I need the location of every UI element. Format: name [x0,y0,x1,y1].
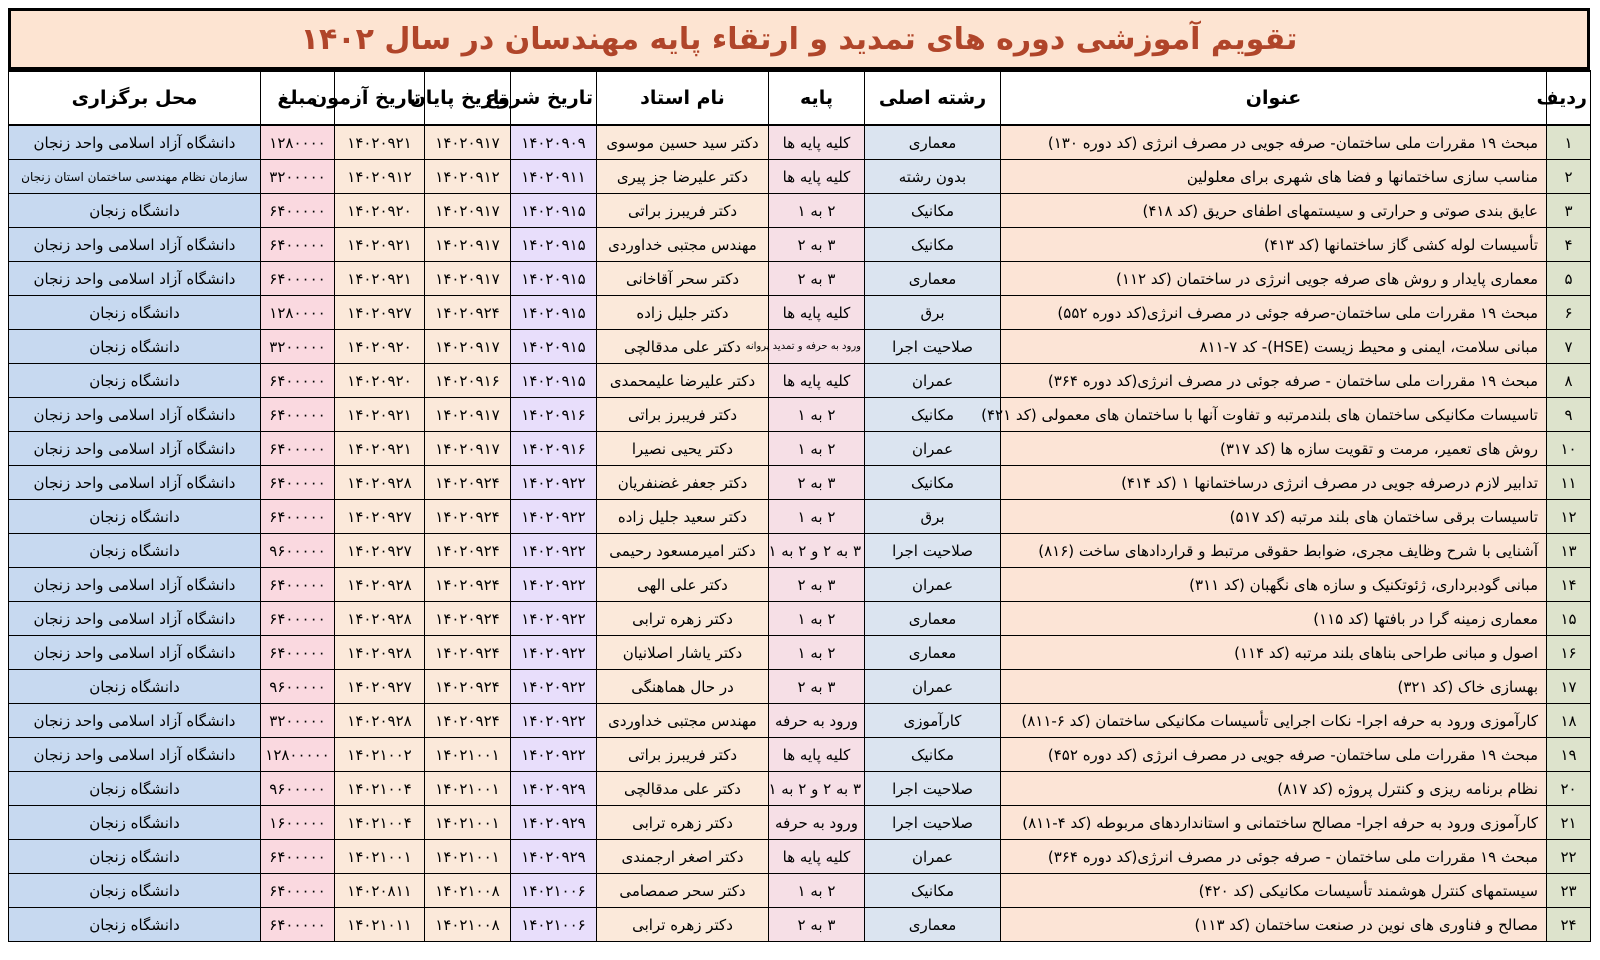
table-row [9,840,1591,874]
cell-title: معماری پایدار و روش های صرفه جویی انرژی در ساختمان (کد ۱۱۲) [1001,262,1547,296]
cell-venue: دانشگاه زنجان [9,772,261,806]
cell-exam-date: ۱۴۰۲۱۰۰۴ [335,772,425,806]
cell-start-date: ۱۴۰۲۰۹۲۹ [511,840,597,874]
cell-start-date: ۱۴۰۲۰۹۲۲ [511,670,597,704]
cell-title: تدابیر لازم درصرفه جویی در مصرف انرژی درساختمانها ۱ (کد ۴۱۴) [1001,466,1547,500]
cell-price: ۶۴۰۰۰۰۰ [261,432,335,466]
header-instructor: نام استاد [597,71,769,125]
cell-exam-date: ۱۴۰۲۱۰۰۱ [335,840,425,874]
cell-exam-date: ۱۴۰۲۰۹۲۰ [335,364,425,398]
cell-instructor: دکتر علیرضا علیمحمدی [597,364,769,398]
cell-venue: دانشگاه زنجان [9,364,261,398]
cell-row-number: ۱۸ [1547,704,1591,738]
table-row [9,874,1591,908]
cell-price: ۳۲۰۰۰۰۰ [261,160,335,194]
table-row [9,636,1591,670]
cell-row-number: ۲۱ [1547,806,1591,840]
cell-field: صلاحیت اجرا [865,772,1001,806]
cell-instructor: دکتر علی الهی [597,568,769,602]
cell-title: بهسازی خاک (کد ۳۲۱) [1001,670,1547,704]
cell-field: عمران [865,432,1001,466]
cell-end-date: ۱۴۰۲۰۹۲۴ [425,568,511,602]
table-row [9,500,1591,534]
cell-venue: سازمان نظام مهندسی ساختمان استان زنجان [9,160,261,194]
cell-end-date: ۱۴۰۲۰۹۱۶ [425,364,511,398]
cell-end-date: ۱۴۰۲۰۹۲۴ [425,296,511,330]
cell-row-number: ۱۲ [1547,500,1591,534]
cell-price: ۶۴۰۰۰۰۰ [261,262,335,296]
cell-instructor: دکتر فریبرز براتی [597,398,769,432]
cell-title: تأسیسات لوله کشی گاز ساختمانها (کد ۴۱۳) [1001,228,1547,262]
cell-price: ۶۴۰۰۰۰۰ [261,908,335,942]
table-row [9,262,1591,296]
cell-start-date: ۱۴۰۲۰۹۱۵ [511,296,597,330]
cell-exam-date: ۱۴۰۲۰۸۱۱ [335,874,425,908]
cell-start-date: ۱۴۰۲۰۹۱۶ [511,398,597,432]
cell-end-date: ۱۴۰۲۰۹۱۷ [425,262,511,296]
cell-level: کلیه پایه ها [769,125,865,160]
cell-field: عمران [865,364,1001,398]
table-row [9,670,1591,704]
cell-venue: دانشگاه آزاد اسلامی واحد زنجان [9,125,261,160]
cell-level: ورود به حرفه و تمدید پروانه [769,330,865,364]
cell-start-date: ۱۴۰۲۰۹۱۶ [511,432,597,466]
cell-end-date: ۱۴۰۲۰۹۲۴ [425,670,511,704]
cell-row-number: ۸ [1547,364,1591,398]
cell-title: نظام برنامه ریزی و کنترل پروژه (کد ۸۱۷) [1001,772,1547,806]
cell-instructor: دکتر اصغر ارجمندی [597,840,769,874]
cell-exam-date: ۱۴۰۲۰۹۲۸ [335,636,425,670]
cell-level: ۳ به ۲ و ۲ به ۱ [769,772,865,806]
cell-title: مبانی سلامت، ایمنی و محیط زیست (HSE)- کد ۷-۸۱۱ [1001,330,1547,364]
cell-exam-date: ۱۴۰۲۰۹۲۷ [335,670,425,704]
cell-exam-date: ۱۴۰۲۰۹۲۷ [335,500,425,534]
cell-field: صلاحیت اجرا [865,534,1001,568]
header-title: عنوان [1001,71,1547,125]
cell-exam-date: ۱۴۰۲۰۹۲۱ [335,398,425,432]
cell-title: مناسب سازی ساختمانها و فضا های شهری برای معلولین [1001,160,1547,194]
cell-instructor: دکتر جعفر غضنفریان [597,466,769,500]
cell-level: ۳ به ۲ [769,262,865,296]
cell-field: عمران [865,670,1001,704]
cell-row-number: ۷ [1547,330,1591,364]
cell-title: مبانی گودبرداری، ژئوتکنیک و سازه های نگهبان (کد ۳۱۱) [1001,568,1547,602]
cell-title: معماری زمینه گرا در بافتها (کد ۱۱۵) [1001,602,1547,636]
cell-exam-date: ۱۴۰۲۱۰۰۴ [335,806,425,840]
cell-title: سیستمهای کنترل هوشمند تأسیسات مکانیکی (کد ۴۲۰) [1001,874,1547,908]
cell-level: ۲ به ۱ [769,194,865,228]
cell-level: کلیه پایه ها [769,364,865,398]
cell-level: کلیه پایه ها [769,840,865,874]
table-row [9,466,1591,500]
cell-level: ورود به حرفه [769,704,865,738]
cell-price: ۶۴۰۰۰۰۰ [261,874,335,908]
cell-end-date: ۱۴۰۲۰۹۱۲ [425,160,511,194]
table-row [9,806,1591,840]
cell-row-number: ۳ [1547,194,1591,228]
cell-start-date: ۱۴۰۲۰۹۲۲ [511,704,597,738]
table-row [9,330,1591,364]
cell-row-number: ۱۶ [1547,636,1591,670]
cell-price: ۶۴۰۰۰۰۰ [261,466,335,500]
cell-title: اصول و مبانی طراحی بناهای بلند مرتبه (کد ۱۱۴) [1001,636,1547,670]
cell-field: مکانیک [865,228,1001,262]
document [8,8,1590,952]
cell-row-number: ۶ [1547,296,1591,330]
cell-instructor: دکتر زهره ترابی [597,806,769,840]
cell-exam-date: ۱۴۰۲۰۹۲۰ [335,194,425,228]
cell-row-number: ۱ [1547,125,1591,160]
cell-price: ۹۶۰۰۰۰۰ [261,772,335,806]
cell-title: تاسیسات مکانیکی ساختمان های بلندمرتبه و تفاوت آنها با ساختمان های معمولی (کد ۴۲۱) [1001,398,1547,432]
cell-level: ۳ به ۲ [769,466,865,500]
cell-instructor: دکتر یحیی نصیرا [597,432,769,466]
cell-venue: دانشگاه آزاد اسلامی واحد زنجان [9,432,261,466]
table-row [9,432,1591,466]
cell-end-date: ۱۴۰۲۰۹۲۴ [425,704,511,738]
cell-level: ورود به حرفه [769,806,865,840]
cell-field: برق [865,296,1001,330]
cell-start-date: ۱۴۰۲۰۹۲۲ [511,500,597,534]
cell-row-number: ۱۱ [1547,466,1591,500]
cell-field: مکانیک [865,398,1001,432]
cell-start-date: ۱۴۰۲۰۹۱۵ [511,364,597,398]
cell-venue: دانشگاه زنجان [9,908,261,942]
cell-end-date: ۱۴۰۲۰۹۱۷ [425,194,511,228]
cell-row-number: ۱۰ [1547,432,1591,466]
cell-level: ۲ به ۱ [769,500,865,534]
cell-start-date: ۱۴۰۲۰۹۰۹ [511,125,597,160]
cell-price: ۶۴۰۰۰۰۰ [261,364,335,398]
table-row [9,704,1591,738]
cell-price: ۶۴۰۰۰۰۰ [261,398,335,432]
cell-start-date: ۱۴۰۲۰۹۲۲ [511,534,597,568]
cell-exam-date: ۱۴۰۲۱۰۱۱ [335,908,425,942]
cell-field: برق [865,500,1001,534]
cell-venue: دانشگاه آزاد اسلامی واحد زنجان [9,228,261,262]
cell-start-date: ۱۴۰۲۰۹۲۲ [511,602,597,636]
cell-end-date: ۱۴۰۲۱۰۰۱ [425,772,511,806]
table-row [9,568,1591,602]
table-row [9,602,1591,636]
table-body [9,125,1591,942]
cell-level: ۲ به ۱ [769,636,865,670]
cell-end-date: ۱۴۰۲۰۹۱۷ [425,330,511,364]
cell-instructor: دکتر علی مدقالچی [597,330,769,364]
cell-title: روش های تعمیر، مرمت و تقویت سازه ها (کد ۳۱۷) [1001,432,1547,466]
cell-end-date: ۱۴۰۲۱۰۰۱ [425,840,511,874]
cell-end-date: ۱۴۰۲۰۹۲۴ [425,500,511,534]
cell-instructor: دکتر امیرمسعود رحیمی [597,534,769,568]
cell-venue: دانشگاه آزاد اسلامی واحد زنجان [9,738,261,772]
cell-instructor: مهندس مجتبی خداوردی [597,228,769,262]
header-field: رشته اصلی [865,71,1001,125]
cell-start-date: ۱۴۰۲۰۹۲۲ [511,738,597,772]
cell-end-date: ۱۴۰۲۰۹۱۷ [425,432,511,466]
cell-price: ۶۴۰۰۰۰۰ [261,568,335,602]
cell-exam-date: ۱۴۰۲۰۹۲۱ [335,228,425,262]
cell-row-number: ۱۹ [1547,738,1591,772]
cell-title: مصالح و فناوری های نوین در صنعت ساختمان (کد ۱۱۳) [1001,908,1547,942]
cell-instructor: مهندس مجتبی خداوردی [597,704,769,738]
cell-start-date: ۱۴۰۲۰۹۲۲ [511,636,597,670]
cell-exam-date: ۱۴۰۲۰۹۲۸ [335,704,425,738]
header-start-date: تاریخ شروع [511,71,597,125]
cell-instructor: دکتر سحر صمصامی [597,874,769,908]
cell-venue: دانشگاه زنجان [9,806,261,840]
cell-start-date: ۱۴۰۲۰۹۱۵ [511,194,597,228]
cell-venue: دانشگاه آزاد اسلامی واحد زنجان [9,262,261,296]
cell-title: عایق بندی صوتی و حرارتی و سیستمهای اطفای حریق (کد ۴۱۸) [1001,194,1547,228]
table-row [9,908,1591,942]
header-row [9,71,1591,125]
header-level: پایه [769,71,865,125]
table-row [9,398,1591,432]
cell-instructor: دکتر علی مدقالچی [597,772,769,806]
cell-start-date: ۱۴۰۲۰۹۱۵ [511,330,597,364]
cell-venue: دانشگاه زنجان [9,500,261,534]
cell-exam-date: ۱۴۰۲۱۰۰۲ [335,738,425,772]
cell-field: معماری [865,262,1001,296]
cell-venue: دانشگاه آزاد اسلامی واحد زنجان [9,398,261,432]
cell-instructor: دکتر سعید جلیل زاده [597,500,769,534]
table-row [9,228,1591,262]
cell-start-date: ۱۴۰۲۰۹۲۹ [511,806,597,840]
cell-end-date: ۱۴۰۲۱۰۰۸ [425,874,511,908]
cell-exam-date: ۱۴۰۲۰۹۲۱ [335,432,425,466]
cell-instructor: دکتر زهره ترابی [597,908,769,942]
cell-instructor: دکتر علیرضا جز پیری [597,160,769,194]
cell-level: ۳ به ۲ و ۲ به ۱ [769,534,865,568]
cell-price: ۱۲۸۰۰۰۰ [261,125,335,160]
cell-start-date: ۱۴۰۲۰۹۲۲ [511,568,597,602]
cell-price: ۱۲۸۰۰۰۰۰ [261,738,335,772]
cell-price: ۱۶۰۰۰۰۰ [261,806,335,840]
cell-price: ۶۴۰۰۰۰۰ [261,194,335,228]
cell-field: مکانیک [865,874,1001,908]
cell-price: ۶۴۰۰۰۰۰ [261,602,335,636]
cell-exam-date: ۱۴۰۲۰۹۲۷ [335,534,425,568]
cell-end-date: ۱۴۰۲۰۹۱۷ [425,228,511,262]
cell-field: معماری [865,908,1001,942]
cell-row-number: ۱۳ [1547,534,1591,568]
cell-start-date: ۱۴۰۲۰۹۱۵ [511,262,597,296]
cell-instructor: دکتر جلیل زاده [597,296,769,330]
cell-field: صلاحیت اجرا [865,806,1001,840]
cell-price: ۶۴۰۰۰۰۰ [261,636,335,670]
header-price: مبلغ [261,71,335,125]
table-row [9,364,1591,398]
cell-venue: دانشگاه زنجان [9,194,261,228]
cell-start-date: ۱۴۰۲۱۰۰۶ [511,908,597,942]
cell-venue: دانشگاه آزاد اسلامی واحد زنجان [9,568,261,602]
cell-field: معماری [865,636,1001,670]
cell-price: ۳۲۰۰۰۰۰ [261,704,335,738]
cell-end-date: ۱۴۰۲۰۹۲۴ [425,636,511,670]
cell-title: مبحث ۱۹ مقررات ملی ساختمان- صرفه جویی در مصرف انرژی (کد دوره ۱۳۰) [1001,125,1547,160]
cell-field: معماری [865,125,1001,160]
cell-exam-date: ۱۴۰۲۰۹۱۲ [335,160,425,194]
cell-title: تاسیسات برقی ساختمان های بلند مرتبه (کد ۵۱۷) [1001,500,1547,534]
cell-price: ۱۲۸۰۰۰۰ [261,296,335,330]
cell-start-date: ۱۴۰۲۰۹۱۵ [511,228,597,262]
header-end-date: تاریخ پایان [425,71,511,125]
cell-level: ۲ به ۱ [769,432,865,466]
table-row [9,296,1591,330]
cell-end-date: ۱۴۰۲۰۹۲۴ [425,602,511,636]
cell-price: ۳۲۰۰۰۰۰ [261,330,335,364]
cell-instructor: دکتر زهره ترابی [597,602,769,636]
cell-start-date: ۱۴۰۲۰۹۲۹ [511,772,597,806]
cell-row-number: ۲۴ [1547,908,1591,942]
cell-start-date: ۱۴۰۲۱۰۰۶ [511,874,597,908]
cell-price: ۶۴۰۰۰۰۰ [261,500,335,534]
cell-end-date: ۱۴۰۲۰۹۲۴ [425,534,511,568]
cell-row-number: ۴ [1547,228,1591,262]
cell-row-number: ۵ [1547,262,1591,296]
cell-start-date: ۱۴۰۲۰۹۲۲ [511,466,597,500]
cell-instructor: دکتر فریبرز براتی [597,194,769,228]
cell-exam-date: ۱۴۰۲۰۹۲۱ [335,125,425,160]
header-row-number: ردیف [1547,71,1591,125]
cell-title: مبحث ۱۹ مقررات ملی ساختمان - صرفه جوئی در مصرف انرژی(کد دوره ۳۶۴) [1001,364,1547,398]
cell-level: ۳ به ۲ [769,908,865,942]
table-row [9,125,1591,160]
cell-end-date: ۱۴۰۲۱۰۰۱ [425,738,511,772]
cell-title: مبحث ۱۹ مقررات ملی ساختمان-صرفه جوئی در مصرف انرژی(کد دوره ۵۵۲) [1001,296,1547,330]
cell-exam-date: ۱۴۰۲۰۹۲۷ [335,296,425,330]
cell-row-number: ۱۷ [1547,670,1591,704]
cell-title: کارآموزی ورود به حرفه اجرا- مصالح ساختمانی و استانداردهای مربوطه (کد ۴-۸۱۱) [1001,806,1547,840]
cell-row-number: ۲۲ [1547,840,1591,874]
schedule-table [8,70,1591,942]
table-row [9,772,1591,806]
cell-field: عمران [865,568,1001,602]
cell-venue: دانشگاه زنجان [9,840,261,874]
cell-field: صلاحیت اجرا [865,330,1001,364]
cell-level: کلیه پایه ها [769,160,865,194]
cell-venue: دانشگاه آزاد اسلامی واحد زنجان [9,602,261,636]
header-exam-date: تاریخ آزمون [335,71,425,125]
cell-title: مبحث ۱۹ مقررات ملی ساختمان - صرفه جوئی در مصرف انرژی(کد دوره ۳۶۴) [1001,840,1547,874]
cell-title: مبحث ۱۹ مقررات ملی ساختمان- صرفه جویی در مصرف انرژی (کد دوره ۴۵۲) [1001,738,1547,772]
cell-level: ۳ به ۲ [769,568,865,602]
cell-title: کارآموزی ورود به حرفه اجرا- نکات اجرایی تأسیسات مکانیکی ساختمان (کد ۶-۸۱۱) [1001,704,1547,738]
cell-field: معماری [865,602,1001,636]
page-title: تقویم آموزشی دوره های تمدید و ارتقاء پایه مهندسان در سال ۱۴۰۲ [8,8,1590,70]
cell-end-date: ۱۴۰۲۰۹۱۷ [425,125,511,160]
cell-row-number: ۹ [1547,398,1591,432]
cell-level: کلیه پایه ها [769,296,865,330]
cell-price: ۶۴۰۰۰۰۰ [261,840,335,874]
cell-venue: دانشگاه آزاد اسلامی واحد زنجان [9,704,261,738]
cell-price: ۹۶۰۰۰۰۰ [261,534,335,568]
cell-venue: دانشگاه زنجان [9,296,261,330]
cell-exam-date: ۱۴۰۲۰۹۲۸ [335,568,425,602]
cell-level: کلیه پایه ها [769,738,865,772]
cell-field: بدون رشته [865,160,1001,194]
cell-title: آشنایی با شرح وظایف مجری، ضوابط حقوقی مرتبط و قراردادهای ساخت (۸۱۶) [1001,534,1547,568]
cell-field: مکانیک [865,466,1001,500]
cell-instructor: دکتر سحر آقاخانی [597,262,769,296]
cell-level: ۳ به ۲ [769,670,865,704]
cell-venue: دانشگاه زنجان [9,874,261,908]
cell-venue: دانشگاه زنجان [9,330,261,364]
header-venue: محل برگزاری [9,71,261,125]
cell-level: ۲ به ۱ [769,874,865,908]
cell-start-date: ۱۴۰۲۰۹۱۱ [511,160,597,194]
cell-row-number: ۲۰ [1547,772,1591,806]
cell-price: ۹۶۰۰۰۰۰ [261,670,335,704]
cell-venue: دانشگاه آزاد اسلامی واحد زنجان [9,636,261,670]
cell-venue: دانشگاه زنجان [9,670,261,704]
cell-price: ۶۴۰۰۰۰۰ [261,228,335,262]
cell-exam-date: ۱۴۰۲۰۹۲۱ [335,262,425,296]
cell-level: ۲ به ۱ [769,602,865,636]
cell-field: مکانیک [865,194,1001,228]
cell-instructor: دکتر فریبرز براتی [597,738,769,772]
cell-field: کارآموزی [865,704,1001,738]
cell-end-date: ۱۴۰۲۱۰۰۱ [425,806,511,840]
cell-instructor: در حال هماهنگی [597,670,769,704]
table-row [9,738,1591,772]
cell-end-date: ۱۴۰۲۰۹۲۴ [425,466,511,500]
cell-end-date: ۱۴۰۲۰۹۱۷ [425,398,511,432]
cell-field: عمران [865,840,1001,874]
cell-instructor: دکتر سید حسین موسوی [597,125,769,160]
cell-exam-date: ۱۴۰۲۰۹۲۸ [335,602,425,636]
cell-row-number: ۲۳ [1547,874,1591,908]
cell-level: ۳ به ۲ [769,228,865,262]
cell-exam-date: ۱۴۰۲۰۹۲۰ [335,330,425,364]
cell-level: ۲ به ۱ [769,398,865,432]
cell-venue: دانشگاه آزاد اسلامی واحد زنجان [9,466,261,500]
table-row [9,160,1591,194]
cell-row-number: ۱۴ [1547,568,1591,602]
cell-instructor: دکتر یاشار اصلانیان [597,636,769,670]
cell-row-number: ۱۵ [1547,602,1591,636]
table-row [9,194,1591,228]
cell-exam-date: ۱۴۰۲۰۹۲۸ [335,466,425,500]
cell-field: مکانیک [865,738,1001,772]
cell-row-number: ۲ [1547,160,1591,194]
table-row [9,534,1591,568]
cell-end-date: ۱۴۰۲۱۰۰۸ [425,908,511,942]
cell-venue: دانشگاه زنجان [9,534,261,568]
